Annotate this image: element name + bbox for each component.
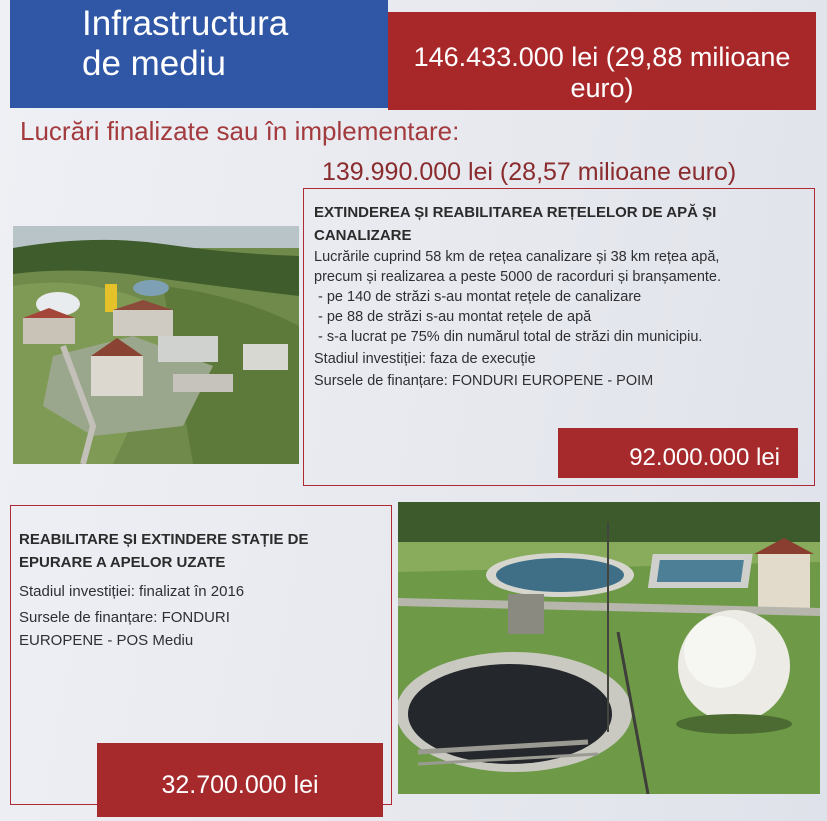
- section-amount: 139.990.000 lei (28,57 milioane euro): [322, 158, 737, 186]
- header-amount-block: [388, 12, 816, 110]
- project-status: Stadiul investiției: faza de execuție: [314, 351, 536, 367]
- project-funding: Sursele de finanțare: FONDURI EUROPENE - POIM: [314, 373, 654, 389]
- project-title: [314, 201, 794, 247]
- project-price: 92.000.000 lei: [558, 428, 798, 478]
- description-line: Lucrările cuprind 58 km de rețea canalizare și 38 km rețea apă,: [314, 249, 720, 265]
- description-line: precum și realizarea a peste 5000 de racorduri și branșamente.: [314, 269, 722, 285]
- section-heading: Lucrări finalizate sau în implementare:: [20, 116, 460, 146]
- treatment-plant-photo: [398, 502, 820, 794]
- project-title: [19, 528, 379, 574]
- project-title-line: EXTINDEREA ȘI REABILITAREA REȚELELOR DE APĂ ȘI: [314, 204, 717, 221]
- project-description: [314, 247, 814, 287]
- header-title-block: [10, 0, 388, 108]
- list-item: - pe 140 de străzi s-au montat rețele de canalizare: [318, 289, 642, 305]
- aerial-facility-photo: [13, 226, 299, 464]
- project-price: 32.700.000 lei: [97, 743, 383, 817]
- project-status: Stadiul investiției: finalizat în 2016: [19, 583, 245, 600]
- funding-line: Sursele de finanțare: FONDURI: [19, 609, 230, 626]
- funding-line: EUROPENE - POS Mediu: [19, 632, 194, 649]
- list-item: - s-a lucrat pe 75% din numărul total de străzi din municipiu.: [318, 329, 703, 345]
- total-amount: 146.433.000 lei (29,88 milioane euro): [413, 42, 791, 103]
- title-line-1: Infrastructura: [82, 4, 289, 43]
- page-title: [82, 4, 288, 84]
- list-item: - pe 88 de străzi s-au montat rețele de apă: [318, 309, 592, 325]
- project-title-line: REABILITARE ȘI EXTINDERE STAȚIE DE: [19, 531, 309, 548]
- title-line-2: de mediu: [82, 44, 226, 83]
- project-funding: [19, 606, 339, 652]
- project-title-line: EPURARE A APELOR UZATE: [19, 554, 226, 571]
- project-title-line: CANALIZARE: [314, 227, 412, 244]
